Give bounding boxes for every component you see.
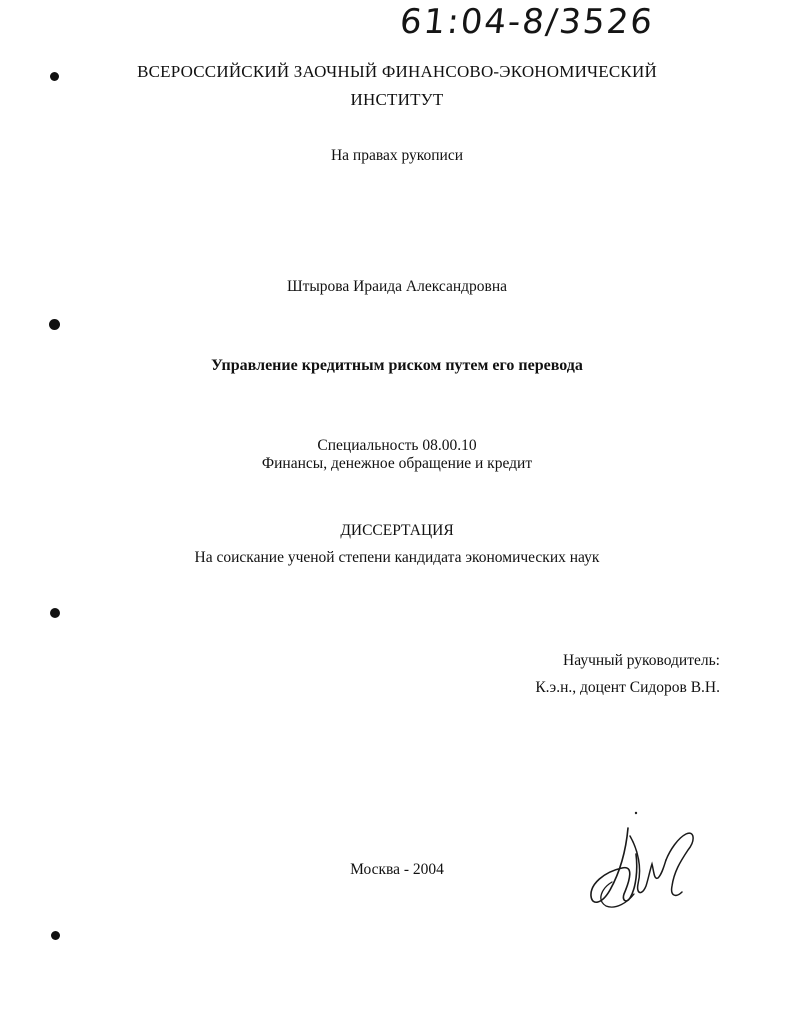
dissertation-title: Управление кредитным риском путем его перевода <box>211 357 583 374</box>
punch-hole-3 <box>50 608 60 618</box>
institute-name-line2: ИНСТИТУТ <box>350 90 444 109</box>
archive-number: 61:04-8/3526 <box>397 2 656 42</box>
work-type: ДИССЕРТАЦИЯ <box>340 522 454 539</box>
supervisor-label: Научный руководитель: <box>563 652 720 669</box>
supervisor-name: К.э.н., доцент Сидоров В.Н. <box>535 679 720 696</box>
punch-hole-2 <box>49 319 60 330</box>
manuscript-note: На правах рукописи <box>330 147 464 164</box>
specialty-code: Специальность 08.00.10 <box>317 437 477 454</box>
specialty-name: Финансы, денежное обращение и кредит <box>261 455 533 472</box>
author-name: Штырова Ираида Александровна <box>286 278 508 295</box>
institute-name-line1: ВСЕРОССИЙСКИЙ ЗАОЧНЫЙ ФИНАНСОВО-ЭКОНОМИЧЕСКИЙ <box>137 62 657 81</box>
punch-hole-4 <box>51 931 60 940</box>
signature-icon <box>582 810 702 916</box>
degree-line: На соискание ученой степени кандидата экономических наук <box>194 549 600 566</box>
place-year: Москва - 2004 <box>350 861 444 878</box>
